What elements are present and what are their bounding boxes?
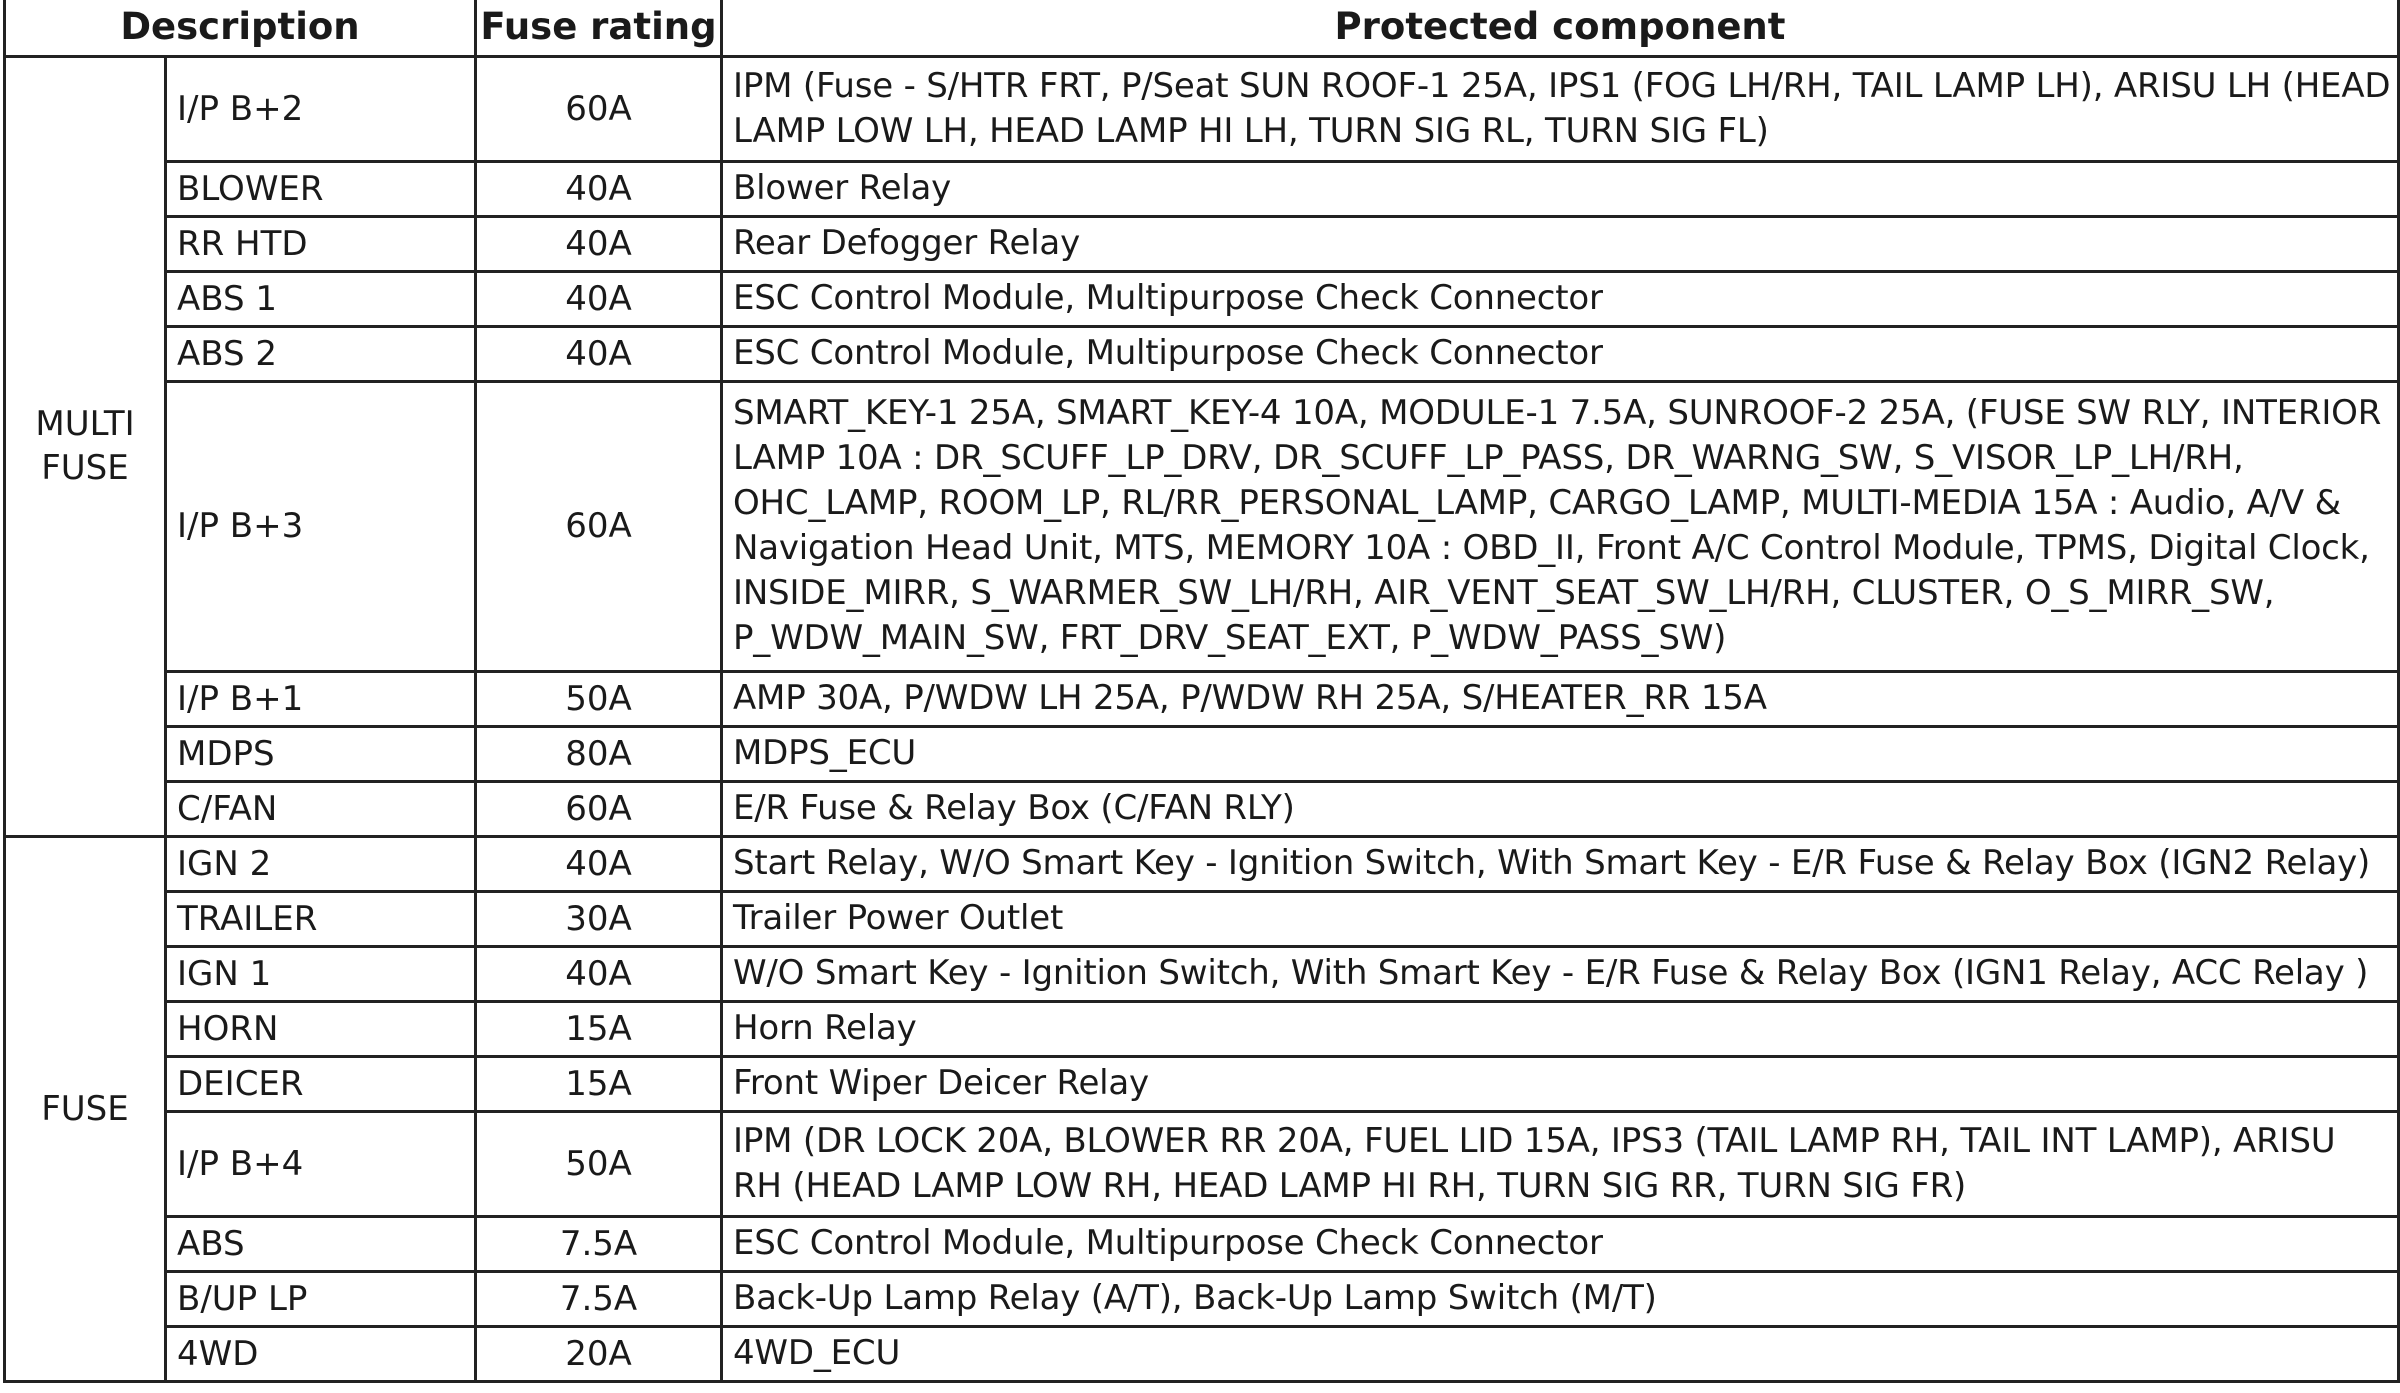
table-row bbox=[5, 1216, 2399, 1271]
table-row bbox=[5, 1271, 2399, 1326]
fuse-name: C/FAN bbox=[166, 781, 476, 836]
fuse-name: DEICER bbox=[166, 1056, 476, 1111]
fuse-name: ABS bbox=[166, 1216, 476, 1271]
fuse-rating: 40A bbox=[476, 271, 722, 326]
fuse-name: IGN 2 bbox=[166, 836, 476, 891]
table-row bbox=[5, 726, 2399, 781]
fuse-name: 4WD bbox=[166, 1326, 476, 1381]
fuse-name: ABS 2 bbox=[166, 326, 476, 381]
fuse-rating: 50A bbox=[476, 671, 722, 726]
fuse-rating: 7.5A bbox=[476, 1216, 722, 1271]
table-row bbox=[5, 56, 2399, 161]
header-fuse-rating: Fuse rating bbox=[476, 0, 722, 56]
table-row bbox=[5, 1001, 2399, 1056]
protected-component: ESC Control Module, Multipurpose Check Connector bbox=[722, 271, 2399, 326]
fuse-name: B/UP LP bbox=[166, 1271, 476, 1326]
table-row bbox=[5, 671, 2399, 726]
protected-component: Horn Relay bbox=[722, 1001, 2399, 1056]
header-protected-component: Protected component bbox=[722, 0, 2399, 56]
protected-component: MDPS_ECU bbox=[722, 726, 2399, 781]
table-row bbox=[5, 946, 2399, 1001]
protected-component: Trailer Power Outlet bbox=[722, 891, 2399, 946]
protected-component: AMP 30A, P/WDW LH 25A, P/WDW RH 25A, S/HEATER_RR 15A bbox=[722, 671, 2399, 726]
fuse-name: MDPS bbox=[166, 726, 476, 781]
fuse-rating: 7.5A bbox=[476, 1271, 722, 1326]
group-label-multi-fuse: MULTI FUSE bbox=[5, 56, 166, 836]
fuse-rating: 60A bbox=[476, 56, 722, 161]
table-row bbox=[5, 216, 2399, 271]
table-row bbox=[5, 381, 2399, 671]
fuse-name: TRAILER bbox=[166, 891, 476, 946]
protected-component: SMART_KEY-1 25A, SMART_KEY-4 10A, MODULE-1 7.5A, SUNROOF-2 25A, (FUSE SW RLY, INTERIOR LAMP 10A : DR_SCUFF_LP_DRV, DR_SCUFF_LP_PASS, DR_WARNG_SW, S_VISOR_LP_LH/RH, OHC_LAMP, ROOM_LP, RL/RR_PERSONAL_LAMP, CARGO_LAMP, MULTI-MEDIA 15A : Audio, A/V & Navigation Head Unit, MTS, MEMORY 10A : OBD_II, Front A/C Control Module, TPMS, Digital Clock, INSIDE_MIRR, S_WARMER_SW_LH/RH, AIR_VENT_SEAT_SW_LH/RH, CLUSTER, O_S_MIRR_SW, P_WDW_MAIN_SW, FRT_DRV_SEAT_EXT, P_WDW_PASS_SW) bbox=[722, 381, 2399, 671]
table-row bbox=[5, 1056, 2399, 1111]
fuse-name: I/P B+2 bbox=[166, 56, 476, 161]
fuse-name: IGN 1 bbox=[166, 946, 476, 1001]
fuse-name: I/P B+3 bbox=[166, 381, 476, 671]
fuse-rating: 40A bbox=[476, 216, 722, 271]
protected-component: Front Wiper Deicer Relay bbox=[722, 1056, 2399, 1111]
group-label-fuse: FUSE bbox=[5, 836, 166, 1381]
fuse-rating: 50A bbox=[476, 1111, 722, 1216]
table-row bbox=[5, 891, 2399, 946]
fuse-rating: 15A bbox=[476, 1001, 722, 1056]
protected-component: Back-Up Lamp Relay (A/T), Back-Up Lamp Switch (M/T) bbox=[722, 1271, 2399, 1326]
protected-component: ESC Control Module, Multipurpose Check Connector bbox=[722, 1216, 2399, 1271]
fuse-name: RR HTD bbox=[166, 216, 476, 271]
fuse-rating: 40A bbox=[476, 326, 722, 381]
table-row bbox=[5, 836, 2399, 891]
table-row bbox=[5, 326, 2399, 381]
fuse-name: I/P B+4 bbox=[166, 1111, 476, 1216]
fuse-rating: 40A bbox=[476, 946, 722, 1001]
fuse-name: ABS 1 bbox=[166, 271, 476, 326]
protected-component: 4WD_ECU bbox=[722, 1326, 2399, 1381]
fuse-rating: 60A bbox=[476, 781, 722, 836]
header-description: Description bbox=[5, 0, 476, 56]
fuse-name: HORN bbox=[166, 1001, 476, 1056]
table-row bbox=[5, 271, 2399, 326]
table-row bbox=[5, 1111, 2399, 1216]
protected-component: ESC Control Module, Multipurpose Check Connector bbox=[722, 326, 2399, 381]
table-row bbox=[5, 1326, 2399, 1381]
fuse-rating: 20A bbox=[476, 1326, 722, 1381]
protected-component: IPM (Fuse - S/HTR FRT, P/Seat SUN ROOF-1 25A, IPS1 (FOG LH/RH, TAIL LAMP LH), ARISU LH (HEAD LAMP LOW LH, HEAD LAMP HI LH, TURN SIG RL, TURN SIG FL) bbox=[722, 56, 2399, 161]
fuse-name: I/P B+1 bbox=[166, 671, 476, 726]
protected-component: Start Relay, W/O Smart Key - Ignition Switch, With Smart Key - E/R Fuse & Relay Box (IGN2 Relay) bbox=[722, 836, 2399, 891]
protected-component: E/R Fuse & Relay Box (C/FAN RLY) bbox=[722, 781, 2399, 836]
table-row bbox=[5, 161, 2399, 216]
fuse-rating: 40A bbox=[476, 161, 722, 216]
fuse-table bbox=[3, 0, 2400, 1383]
protected-component: Rear Defogger Relay bbox=[722, 216, 2399, 271]
protected-component: IPM (DR LOCK 20A, BLOWER RR 20A, FUEL LID 15A, IPS3 (TAIL LAMP RH, TAIL INT LAMP), ARISU RH (HEAD LAMP LOW RH, HEAD LAMP HI RH, TURN SIG RR, TURN SIG FR) bbox=[722, 1111, 2399, 1216]
header-row bbox=[5, 0, 2399, 56]
fuse-name: BLOWER bbox=[166, 161, 476, 216]
fuse-rating: 60A bbox=[476, 381, 722, 671]
protected-component: W/O Smart Key - Ignition Switch, With Smart Key - E/R Fuse & Relay Box (IGN1 Relay, ACC Relay ) bbox=[722, 946, 2399, 1001]
fuse-rating: 30A bbox=[476, 891, 722, 946]
fuse-rating: 15A bbox=[476, 1056, 722, 1111]
protected-component: Blower Relay bbox=[722, 161, 2399, 216]
fuse-rating: 80A bbox=[476, 726, 722, 781]
fuse-rating: 40A bbox=[476, 836, 722, 891]
table-row bbox=[5, 781, 2399, 836]
